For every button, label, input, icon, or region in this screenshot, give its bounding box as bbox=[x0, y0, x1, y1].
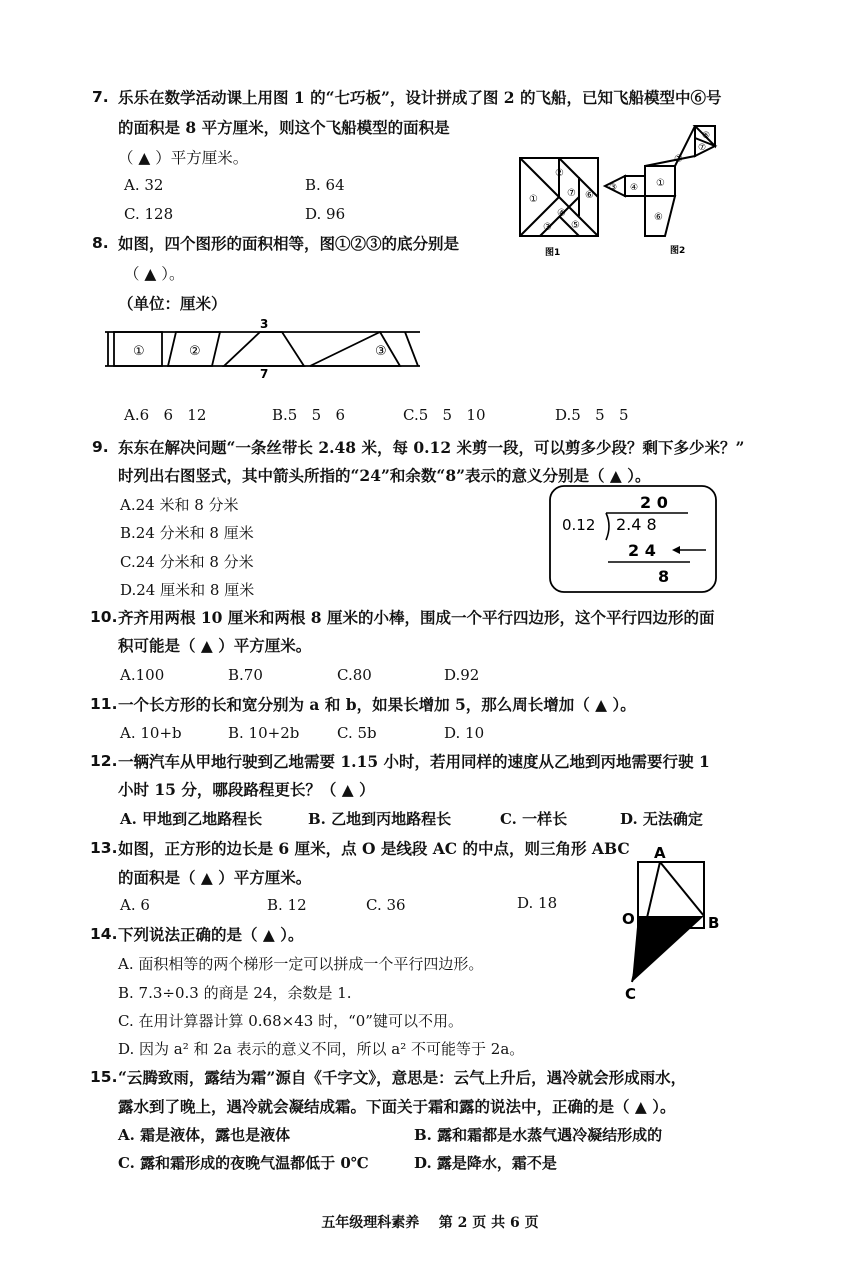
q8-shapes-figure bbox=[100, 318, 430, 380]
q13-option-a[interactable]: A. 6 bbox=[120, 896, 150, 914]
tangram-piece-5: ⑤ bbox=[571, 220, 580, 231]
product: 2 4 bbox=[628, 541, 656, 560]
q11-option-c[interactable]: C. 5b bbox=[337, 724, 377, 742]
shape-label-2: ② bbox=[189, 344, 201, 359]
tangram-figure-1 bbox=[515, 150, 605, 260]
q10-option-a[interactable]: A.100 bbox=[120, 666, 165, 684]
q12-option-a[interactable]: A. 甲地到乙地路程长 bbox=[120, 810, 263, 828]
q9-option-d[interactable]: D.24 厘米和 8 厘米 bbox=[120, 581, 255, 599]
q11-option-d[interactable]: D. 10 bbox=[444, 724, 485, 742]
q7-option-b[interactable]: B. 64 bbox=[305, 176, 345, 194]
remainder: 8 bbox=[658, 567, 670, 586]
q7-option-c[interactable]: C. 128 bbox=[124, 205, 174, 223]
quotient: 2 0 bbox=[640, 493, 668, 512]
point-o-label: O bbox=[622, 910, 635, 928]
q13-option-b[interactable]: B. 12 bbox=[267, 896, 307, 914]
q13-line2: 的面积是（ ▲ ）平方厘米。 bbox=[118, 868, 312, 887]
ship-piece-1: ① bbox=[656, 178, 665, 189]
q11-option-b[interactable]: B. 10+2b bbox=[228, 724, 300, 742]
q10-option-d[interactable]: D.92 bbox=[444, 666, 480, 684]
q10-option-c[interactable]: C.80 bbox=[337, 666, 372, 684]
q14-line1: 下列说法正确的是（ ▲ ）。 bbox=[118, 925, 304, 944]
q12-option-b[interactable]: B. 乙地到丙地路程长 bbox=[308, 810, 452, 828]
q10-number: 10. bbox=[90, 608, 118, 626]
top-length-label: 3 bbox=[260, 318, 269, 331]
q8-option-a[interactable]: A.6 6 12 bbox=[124, 406, 207, 424]
point-b-label: B bbox=[708, 914, 720, 932]
ship-piece-3: ③ bbox=[609, 183, 618, 193]
q9-long-division bbox=[548, 484, 718, 594]
ship-piece-2: ② bbox=[674, 154, 683, 165]
q9-option-b[interactable]: B.24 分米和 8 厘米 bbox=[120, 524, 254, 542]
q7-option-d[interactable]: D. 96 bbox=[305, 205, 346, 223]
point-c-label: C bbox=[625, 985, 637, 1002]
q9-line2: 时列出右图竖式，其中箭头所指的“24”和余数“8”表示的意义分别是（ ▲ ）。 bbox=[118, 466, 651, 485]
q12-option-c[interactable]: C. 一样长 bbox=[500, 810, 568, 828]
q14-option-a[interactable]: A. 面积相等的两个梯形一定可以拼成一个平行四边形。 bbox=[118, 955, 484, 973]
q13-line1: 如图，正方形的边长是 6 厘米，点 O 是线段 AC 的中点，则三角形 ABC bbox=[118, 839, 630, 858]
q12-option-d[interactable]: D. 无法确定 bbox=[620, 810, 703, 828]
figure-2-label: 图2 bbox=[670, 246, 686, 256]
q12-number: 12. bbox=[90, 752, 118, 770]
point-a-label: A bbox=[654, 844, 666, 862]
q9-line1: 东东在解决问题“一条丝带长 2.48 米，每 0.12 米剪一段，可以剪多少段？剩下多少米？” bbox=[118, 438, 745, 457]
q14-option-d[interactable]: D. 因为 a² 和 2a 表示的意义不同，所以 a² 不可能等于 2a。 bbox=[118, 1040, 525, 1058]
q15-number: 15. bbox=[90, 1068, 118, 1086]
tangram-piece-4: ④ bbox=[557, 208, 566, 219]
q15-line2: 露水到了晚上，遇冷就会凝结成霜。下面关于霜和露的说法中，正确的是（ ▲ ）。 bbox=[118, 1097, 676, 1116]
q9-option-c[interactable]: C.24 分米和 8 分米 bbox=[120, 553, 254, 571]
q15-option-d[interactable]: D. 露是降水，霜不是 bbox=[414, 1154, 557, 1172]
q9-number: 9. bbox=[92, 438, 109, 456]
q11-line1: 一个长方形的长和宽分别为 a 和 b，如果长增加 5，那么周长增加（ ▲ ）。 bbox=[118, 695, 636, 714]
q7-number: 7. bbox=[92, 88, 109, 106]
page-footer: 五年级理科素养 第 2 页 共 6 页 bbox=[321, 1215, 539, 1231]
tangram-piece-6: ⑥ bbox=[585, 190, 594, 201]
q13-option-d[interactable]: D. 18 bbox=[517, 894, 558, 912]
q15-line1: “云腾致雨，露结为霜”源自《千字文》，意思是：云气上升后，遇冷就会形成雨水， bbox=[118, 1068, 687, 1087]
shape-label-1: ① bbox=[133, 344, 145, 359]
figure-1-label: 图1 bbox=[545, 248, 561, 258]
q7-line3: （ ▲ ）平方厘米。 bbox=[118, 149, 249, 167]
divisor: 0.12 bbox=[562, 516, 596, 534]
dividend: 2.4 8 bbox=[616, 515, 657, 534]
q11-option-a[interactable]: A. 10+b bbox=[120, 724, 182, 742]
q7-line1: 乐乐在数学活动课上用图 1 的“七巧板”，设计拼成了图 2 的飞船，已知飞船模型中⑥号 bbox=[118, 88, 722, 107]
q8-unit: （单位：厘米） bbox=[118, 294, 227, 313]
tangram-piece-7: ⑦ bbox=[567, 188, 576, 199]
q15-option-c[interactable]: C. 露和霜形成的夜晚气温都低于 0℃ bbox=[118, 1154, 369, 1172]
ship-piece-5: ⑤ bbox=[702, 131, 711, 141]
q13-number: 13. bbox=[90, 839, 118, 857]
q14-option-c[interactable]: C. 在用计算器计算 0.68×43 时，“0”键可以不用。 bbox=[118, 1012, 463, 1030]
q10-line2: 积可能是（ ▲ ）平方厘米。 bbox=[118, 636, 312, 655]
q8-option-b[interactable]: B.5 5 6 bbox=[272, 406, 346, 424]
q15-option-b[interactable]: B. 露和霜都是水蒸气遇冷凝结形成的 bbox=[414, 1126, 663, 1144]
q8-number: 8. bbox=[92, 234, 109, 252]
q13-triangle-figure bbox=[620, 842, 730, 1002]
tangram-piece-1: ① bbox=[529, 194, 538, 205]
tangram-piece-3: ③ bbox=[543, 222, 552, 233]
q14-option-b[interactable]: B. 7.3÷0.3 的商是 24，余数是 1. bbox=[118, 984, 352, 1002]
q8-line1: 如图，四个图形的面积相等，图①②③的底分别是 bbox=[118, 234, 460, 253]
q15-option-a[interactable]: A. 霜是液体，露也是液体 bbox=[118, 1126, 291, 1144]
q13-option-c[interactable]: C. 36 bbox=[366, 896, 406, 914]
q8-option-d[interactable]: D.5 5 5 bbox=[555, 406, 629, 424]
q9-option-a[interactable]: A.24 米和 8 分米 bbox=[120, 496, 239, 514]
q8-line2: （ ▲ ）。 bbox=[124, 265, 185, 283]
q7-option-a[interactable]: A. 32 bbox=[124, 176, 164, 194]
q8-option-c[interactable]: C.5 5 10 bbox=[403, 406, 486, 424]
q7-line2: 的面积是 8 平方厘米，则这个飞船模型的面积是 bbox=[118, 118, 450, 137]
ship-piece-4: ④ bbox=[630, 183, 639, 193]
q12-line2: 小时 15 分，哪段路程更长？（ ▲ ） bbox=[118, 780, 375, 799]
q12-line1: 一辆汽车从甲地行驶到乙地需要 1.15 小时，若用同样的速度从乙地到丙地需要行驶 1 bbox=[118, 752, 710, 771]
ship-piece-7: ⑦ bbox=[698, 143, 707, 153]
q11-number: 11. bbox=[90, 695, 118, 713]
ship-piece-6: ⑥ bbox=[654, 212, 663, 223]
bottom-length-label: 7 bbox=[260, 367, 269, 380]
spaceship-figure-2 bbox=[600, 118, 730, 258]
shape-label-3: ③ bbox=[375, 344, 387, 359]
tangram-piece-2: ② bbox=[555, 168, 564, 179]
q14-number: 14. bbox=[90, 925, 118, 943]
q10-option-b[interactable]: B.70 bbox=[228, 666, 263, 684]
q10-line1: 齐齐用两根 10 厘米和两根 8 厘米的小棒，围成一个平行四边形，这个平行四边形的面 bbox=[118, 608, 715, 627]
